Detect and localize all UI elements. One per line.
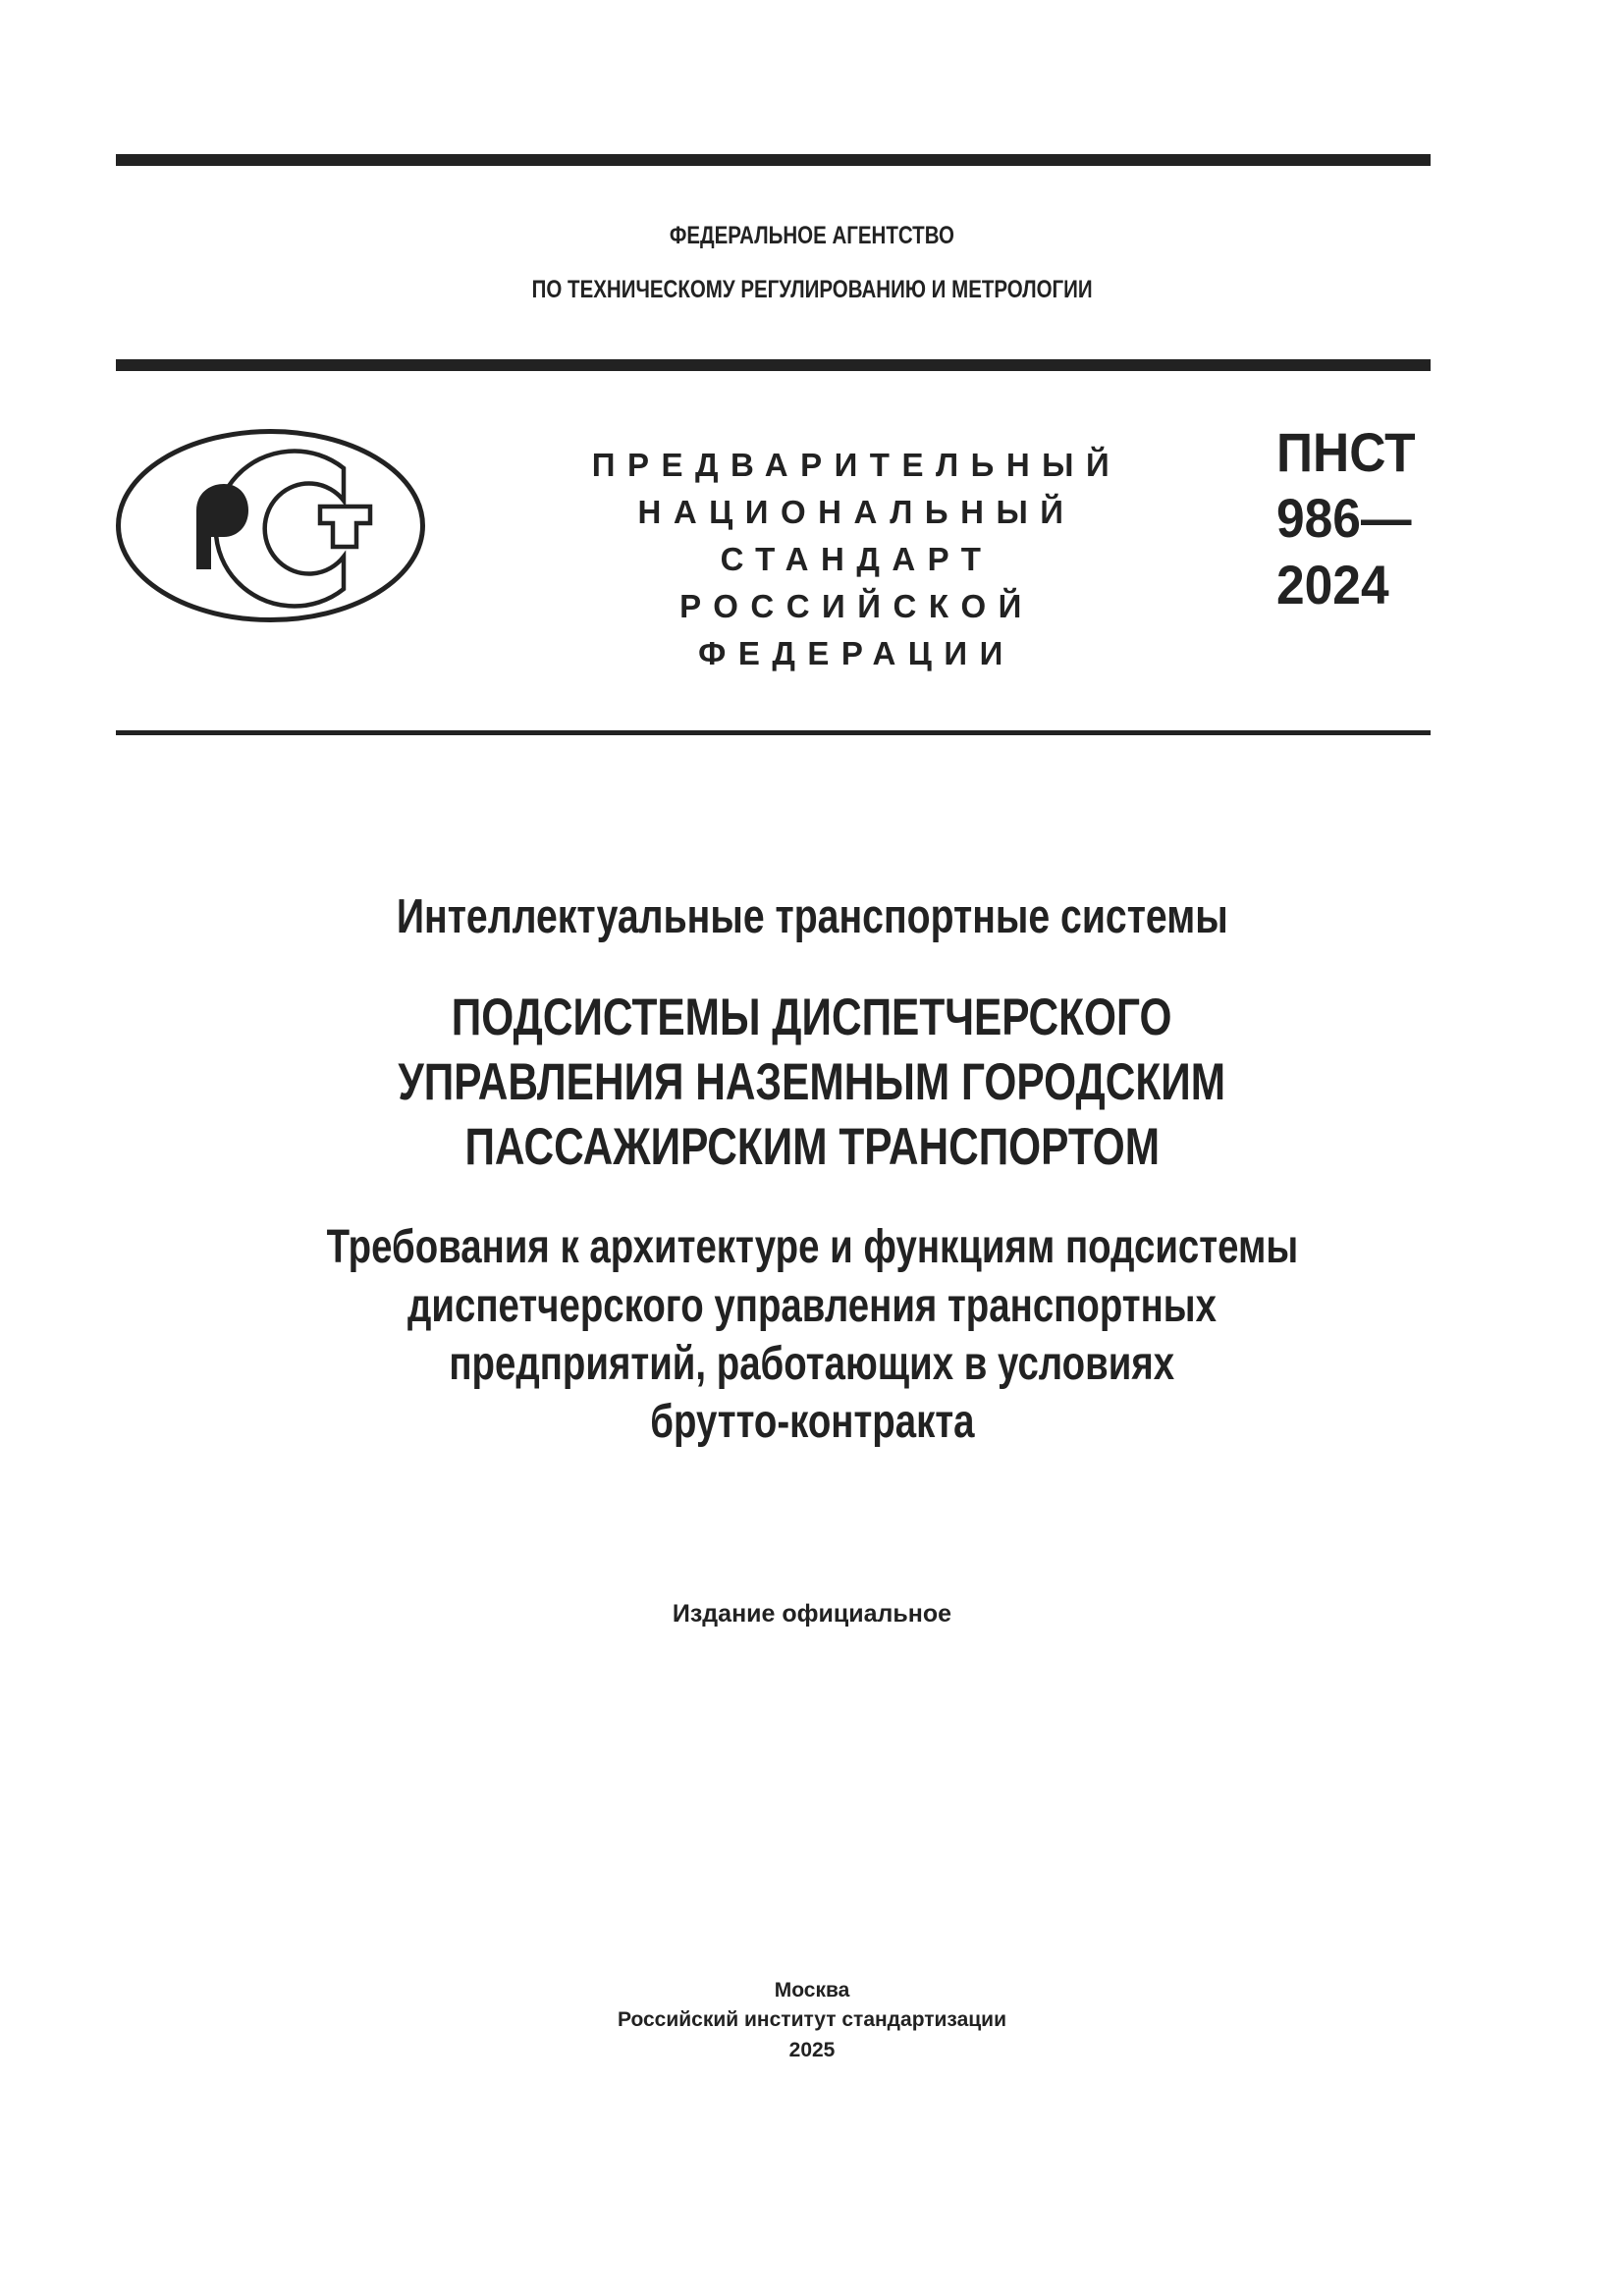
footer-year: 2025: [788, 2039, 836, 2061]
footer-city: Москва: [774, 1979, 850, 2002]
gost-r-logo-icon: [110, 423, 434, 634]
subtitle-line: Требования к архитектуре и функциям подсистемы: [326, 1221, 1298, 1273]
footer-publisher: Российский институт стандартизации: [617, 2008, 1007, 2031]
header-rule: [116, 359, 1431, 371]
standard-type-line: РОССИЙСКОЙ: [679, 588, 1034, 624]
top-rule: [116, 154, 1431, 166]
designation-number: 986—: [1276, 487, 1412, 549]
standard-type-line: НАЦИОНАЛЬНЫЙ: [637, 494, 1076, 530]
subtitle-line: предприятий, работающих в условиях: [449, 1338, 1175, 1390]
designation-year: 2024: [1276, 554, 1389, 615]
subtitle-line: диспетчерского управления транспортных: [407, 1280, 1217, 1332]
main-title-line: ПОДСИСТЕМЫ ДИСПЕТЧЕРСКОГО: [452, 988, 1172, 1046]
standard-type-line: ФЕДЕРАЦИИ: [698, 635, 1015, 671]
agency-line-2: ПО ТЕХНИЧЕСКОМУ РЕГУЛИРОВАНИЮ И МЕТРОЛОГИИ: [531, 276, 1093, 303]
standard-type-line: СТАНДАРТ: [720, 541, 994, 577]
designation-prefix: ПНСТ: [1276, 421, 1416, 483]
main-title-line: ПАССАЖИРСКИМ ТРАНСПОРТОМ: [464, 1118, 1160, 1176]
agency-line-1: ФЕДЕРАЛЬНОЕ АГЕНТСТВО: [669, 222, 955, 249]
edition-label: Издание официальное: [672, 1600, 952, 1628]
section-rule: [116, 730, 1431, 735]
standard-type-line: ПРЕДВАРИТЕЛЬНЫЙ: [591, 447, 1122, 483]
series-title: Интеллектуальные транспортные системы: [396, 890, 1228, 943]
main-title-line: УПРАВЛЕНИЯ НАЗЕМНЫМ ГОРОДСКИМ: [398, 1053, 1226, 1111]
subtitle-line: брутто-контракта: [649, 1396, 975, 1448]
